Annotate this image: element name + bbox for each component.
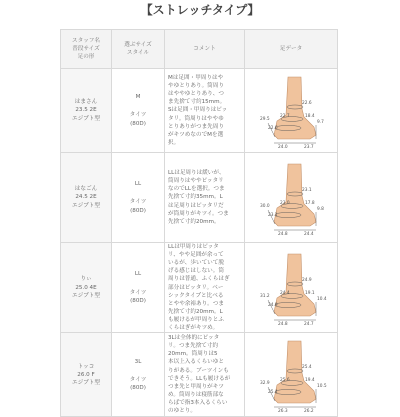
staff-name: りぃ <box>80 276 92 283</box>
instep-label: 23.0 <box>280 200 290 206</box>
header-staff <box>61 30 112 69</box>
comment-line: らばで指3本入るくらい <box>168 400 228 407</box>
staff-cell <box>61 153 112 243</box>
staff-cell <box>61 243 112 333</box>
heel-label: 32.9 <box>260 380 270 386</box>
style-size: LL <box>134 271 142 278</box>
comment-line: げる感じはしない。筒 <box>168 268 224 275</box>
staff-size: 23.5 2E <box>75 107 97 114</box>
comment-line: 先捨て寸約20mm。L <box>168 308 223 315</box>
foot-shape <box>274 254 316 316</box>
header-staff-line: 足の形 <box>77 54 95 61</box>
ankle-label: 26.2 <box>304 408 314 414</box>
comment-line: Mは足囲・甲周りはや <box>168 75 224 81</box>
staff-size: 25.0 4E <box>75 284 97 291</box>
comment-line: リ、やや足囲が余って <box>168 252 224 259</box>
comment-cell <box>165 153 245 243</box>
comment-line: シックタイプと比べる <box>168 292 224 299</box>
table-row <box>61 69 338 153</box>
comment-line: リ。つま先捨て寸約 <box>168 343 219 350</box>
ankle-girth-label: 25.4 <box>302 364 312 370</box>
comment-line: が筒周りがキツイ。つま <box>168 210 229 217</box>
style-cell <box>112 69 165 153</box>
table-header-row <box>61 30 338 69</box>
length-label: 24.0 <box>278 144 288 150</box>
comment-line: いるが、歩いていて脱 <box>168 260 224 267</box>
style-denier: (80D) <box>130 120 146 127</box>
ankle-label: 24.4 <box>304 231 314 237</box>
comment-line: Sは足囲・甲周りはピッ <box>168 107 228 114</box>
comment-line: がキツめなのでMを選 <box>168 131 224 138</box>
length-label: 24.8 <box>278 231 288 237</box>
ankle-label: 24.7 <box>304 321 314 327</box>
comment-line: 20mm。筒周りは5 <box>168 351 218 358</box>
header-staff-line: 普段サイズ <box>72 45 100 52</box>
style-type: タイツ <box>129 376 147 383</box>
comment-cell <box>165 243 245 333</box>
foot-data-cell <box>245 153 338 243</box>
staff-foot-shape: エジプト型 <box>72 379 100 386</box>
comment-line: はややゆとりあり、つ <box>168 91 224 98</box>
page-title: 【ストレッチタイプ】 <box>140 3 260 17</box>
header-comment: コメント <box>165 30 245 69</box>
style-denier: (80D) <box>130 384 146 391</box>
arch-label: 18.4 <box>305 113 315 119</box>
width-label: 9.7 <box>317 119 324 125</box>
ankle-girth-label: 22.6 <box>302 100 312 106</box>
staff-cell <box>61 333 112 417</box>
style-cell <box>112 333 165 417</box>
comment-line: りがある。ブーツインも <box>168 367 229 374</box>
header-style-line: スタイル <box>126 50 150 56</box>
comment-line: 筒周りはややピッタリ <box>168 178 224 185</box>
foot-shape <box>274 164 316 226</box>
comment-line: は足周りはピッタリだ <box>168 202 224 209</box>
foot-data-cell <box>245 333 338 417</box>
comment-line: のゆとり。 <box>168 408 196 415</box>
instep-label: 25.6 <box>280 377 290 383</box>
foot-diagram <box>258 250 327 327</box>
ankle-label: 23.7 <box>304 144 314 150</box>
header-style-line: 選ぶサイズ <box>124 41 152 48</box>
table-row <box>61 243 338 333</box>
comment-line: 本以上入るくらいゆと <box>168 359 224 366</box>
style-denier: (80D) <box>130 207 146 214</box>
staff-size: 24.5 2E <box>75 194 97 201</box>
header-style <box>112 30 165 69</box>
instep-label: 22.7 <box>280 113 290 119</box>
style-type: タイツ <box>129 199 147 206</box>
girth-label: 23.1 <box>268 212 278 218</box>
foot-diagram <box>258 73 324 149</box>
comment-line: 先捨て寸約35mm。L <box>168 194 223 201</box>
style-type: タイツ <box>129 289 147 296</box>
style-cell <box>112 243 165 333</box>
staff-foot-shape: エジプト型 <box>72 115 100 122</box>
comment-line: できそう。LLも履けるが <box>168 375 231 382</box>
comment-line: 3Lは全体的にピッタ <box>168 335 220 342</box>
foot-shape <box>274 77 316 139</box>
girth-label: 22.6 <box>268 125 278 131</box>
style-size: 3L <box>134 358 142 365</box>
comment-line: タリ。筒周りはややゆ <box>168 115 224 122</box>
comment-line: 周りは普通、ふくらはぎ <box>168 276 230 283</box>
comment-line: くらはぎがキツめ。 <box>168 325 219 332</box>
style-cell <box>112 153 165 243</box>
style-denier: (80D) <box>130 297 146 304</box>
comment-line: とりありがつま先周り <box>168 123 224 130</box>
comment-line: LLは甲周りはピッタ <box>168 244 219 250</box>
arch-label: 17.8 <box>305 200 315 206</box>
comment-line: め。筒周りは寝筋部な <box>168 391 224 398</box>
table-row <box>61 333 338 417</box>
width-label: 10.5 <box>317 383 327 389</box>
length-label: 26.3 <box>278 408 288 414</box>
heel-label: 29.5 <box>260 116 270 122</box>
style-size: LL <box>134 181 142 188</box>
comment-cell <box>165 69 245 153</box>
comment-cell <box>165 333 245 417</box>
foot-data-cell <box>245 243 338 333</box>
staff-foot-shape: エジプト型 <box>72 202 100 209</box>
ankle-girth-label: 23.1 <box>302 187 312 193</box>
comment-line: 部分はピッタリ。ベー <box>168 284 224 291</box>
header-staff-line: スタッフ名 <box>72 37 100 44</box>
comment-line: 択。 <box>168 139 180 146</box>
foot-diagram <box>258 337 327 414</box>
header-foot-data: 足データ <box>245 30 338 69</box>
comment-line: LLは足周りは緩いが、 <box>168 170 225 177</box>
comment-line: ま先捨て寸約15mm。 <box>168 99 226 106</box>
size-comparison-table <box>60 29 338 417</box>
comment-line: 先捨て寸約20mm。 <box>168 218 220 225</box>
comment-line: も履けるが甲周りとふ <box>168 316 224 323</box>
comment-line: なのでLLを選択。つま <box>168 186 225 193</box>
style-type: タイツ <box>129 112 147 119</box>
comment-line: とやや余裕あり。つま <box>168 300 224 307</box>
staff-size: 26.0 F <box>77 371 95 378</box>
arch-label: 19.4 <box>305 377 315 383</box>
arch-label: 19.1 <box>305 290 315 296</box>
style-size: M <box>135 94 141 101</box>
table-row <box>61 153 338 243</box>
foot-diagram <box>258 160 324 236</box>
width-label: 10.4 <box>317 296 327 302</box>
foot-data-cell <box>245 69 338 153</box>
staff-foot-shape: エジプト型 <box>72 292 100 299</box>
staff-name: はなごん <box>74 186 98 193</box>
girth-label: 25.4 <box>268 389 278 395</box>
ankle-girth-label: 24.9 <box>302 277 312 283</box>
staff-name: トッコ <box>77 363 95 370</box>
comment-line: やゆとりあり。筒周り <box>168 83 224 90</box>
length-label: 24.8 <box>278 321 288 327</box>
width-label: 9.8 <box>317 206 324 212</box>
instep-label: 24.4 <box>280 290 290 296</box>
staff-name: はまさん <box>74 99 98 106</box>
heel-label: 31.2 <box>260 293 270 299</box>
staff-cell <box>61 69 112 153</box>
foot-shape <box>274 341 316 403</box>
girth-label: 24.9 <box>268 302 278 308</box>
comment-line: つま先と甲周りがキツ <box>168 383 224 390</box>
heel-label: 30.0 <box>260 203 270 209</box>
